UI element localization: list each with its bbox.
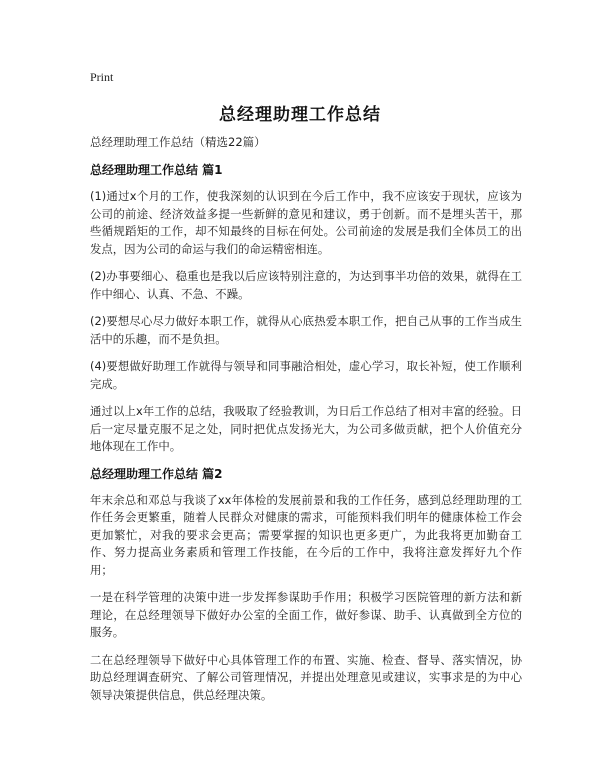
- paragraph: 通过以上x年工作的总结，我吸取了经验教训，为日后工作总结了相对丰富的经验。日后一定尽量克服不足之处，同时把优点发扬光大，为公司多做贡献，把个人价值充分地体现在工作中。: [90, 404, 522, 453]
- paragraph: (1)通过x个月的工作，使我深刻的认识到在今后工作中，我不应该安于现状，应该为公司的前途、经济效益多提一些新鲜的意见和建议，勇于创新。而不是埋头苦干，那些循规蹈矩的工作，却不知最终的目标在何处。公司前途的发展是我们全体员工的出发点，因为公司的命运与我们的命运精密相连。: [90, 189, 522, 256]
- section-2: [90, 466, 522, 705]
- paragraph: 年末余总和邓总与我谈了xx年体检的发展前景和我的工作任务，感到总经理助理的工作任务会更繁重，随着人民群众对健康的需求，可能预料我们明年的健康体检工作会更加繁忙，对我的要求会更高；需要掌握的知识也更多更广，为此我将更加勤奋工作、努力提高业务素质和管理工作技能，在今后的工作中，我将注意发挥好九个作用；: [90, 492, 522, 577]
- section-1: [90, 162, 522, 456]
- paragraph: (2)办事要细心、稳重也是我以后应该特别注意的，为达到事半功倍的效果，就得在工作中细心、认真、不急、不躁。: [90, 269, 522, 301]
- document-title: 总经理助理工作总结: [219, 105, 381, 125]
- paragraph: 二在总经理领导下做好中心具体管理工作的布置、实施、检查、督导、落实情况，协助总经理调查研究、了解公司管理情况，并提出处理意见或建议，实事求是的为中心领导决策提供信息，供总经理决策。: [90, 652, 522, 702]
- document-body: [90, 134, 522, 714]
- print-label: Print: [90, 70, 114, 84]
- paragraph: (4)要想做好助理工作就得与领导和同事融洽相处，虚心学习，取长补短，使工作顺利完成。: [90, 359, 522, 391]
- paragraph: (2)要想尽心尽力做好本职工作，就得从心底热爱本职工作，把自己从事的工作当成生活中的乐趣，而不是负担。: [90, 314, 522, 346]
- paragraph: 一是在科学管理的决策中进一步发挥参谋助手作用；积极学习医院管理的新方法和新理论，在总经理领导下做好办公室的全面工作，做好参谋、助手、认真做到全方位的服务。: [90, 590, 522, 639]
- section-heading: 总经理助理工作总结 篇1: [90, 163, 223, 177]
- section-heading: 总经理助理工作总结 篇2: [90, 466, 223, 481]
- document-subtitle: 总经理助理工作总结（精选22篇）: [90, 135, 266, 149]
